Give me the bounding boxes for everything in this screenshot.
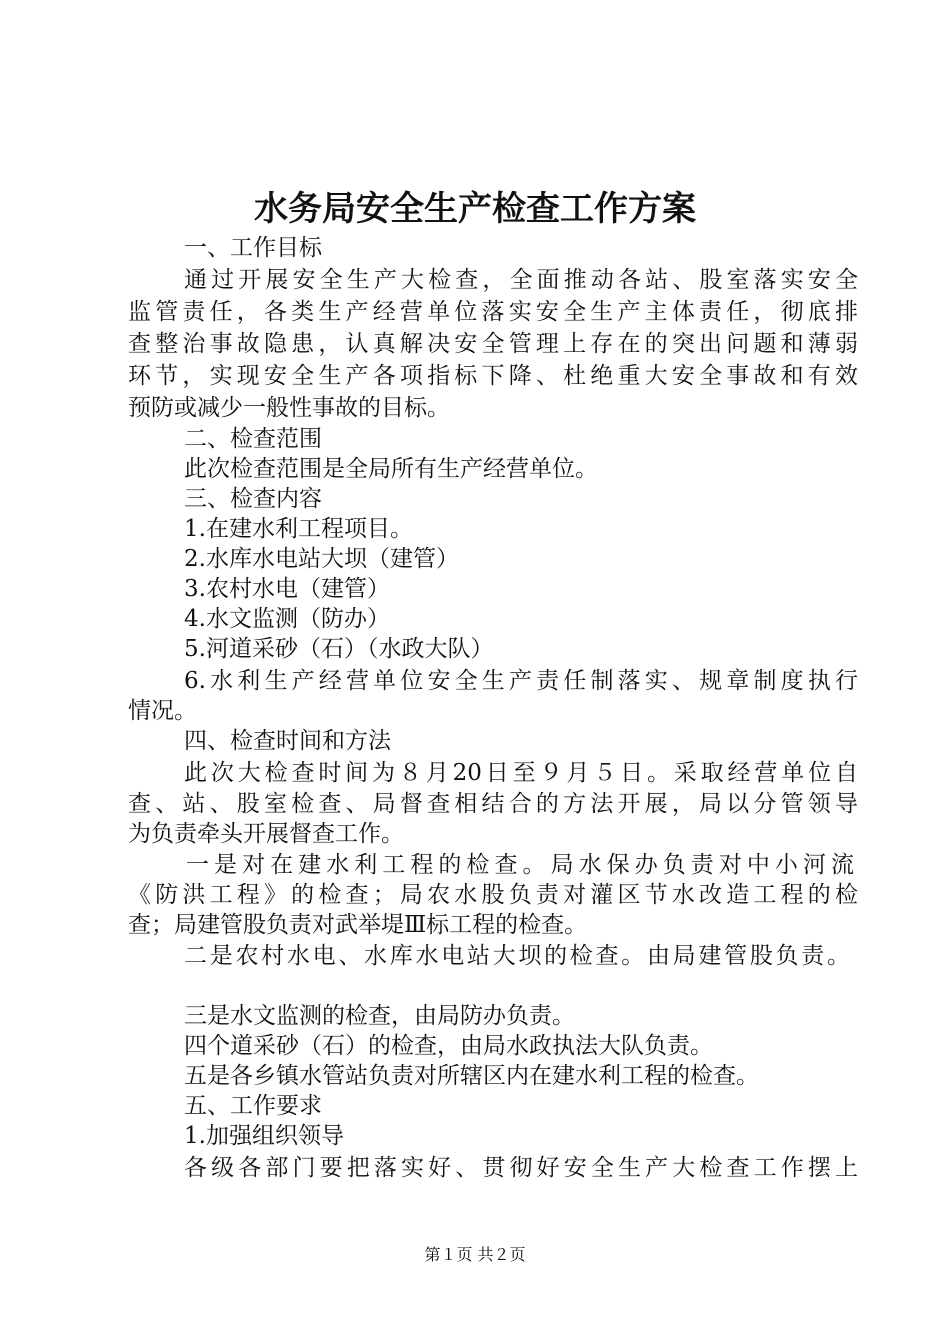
paragraph-line: 为负责牵头开展督查工作。 bbox=[128, 821, 404, 847]
list-item: 6.水利生产经营单位安全生产责任制落实、规章制度执行 bbox=[184, 668, 858, 694]
page-number-footer: 第１页 共２页 bbox=[424, 1245, 526, 1264]
list-item: 1.加强组织领导 bbox=[184, 1123, 344, 1149]
paragraph-line: 各级各部门要把落实好、贯彻好安全生产大检查工作摆上 bbox=[184, 1155, 858, 1181]
paragraph-line: 此次大检查时间为８月20日至９月５日。采取经营单位自 bbox=[184, 760, 858, 786]
paragraph-line: 预防或减少一般性事故的目标。 bbox=[128, 395, 450, 421]
paragraph-line: 《防洪工程》的检查；局农水股负责对灌区节水改造工程的检 bbox=[128, 882, 858, 908]
list-item: 4.水文监测（防办） bbox=[184, 606, 390, 632]
paragraph-line: 一是对在建水利工程的检查。局水保办负责对中小河流 bbox=[186, 852, 854, 878]
heading-work-goal: 一、工作目标 bbox=[184, 235, 322, 261]
heading-time-and-method: 四、检查时间和方法 bbox=[184, 728, 391, 754]
paragraph-line: 查；局建管股负责对武举堤Ⅲ标工程的检查。 bbox=[128, 912, 588, 938]
list-item: 1.在建水利工程项目。 bbox=[184, 516, 413, 542]
heading-inspection-scope: 二、检查范围 bbox=[184, 426, 322, 452]
list-item: 3.农村水电（建管） bbox=[184, 576, 390, 602]
list-item: 2.水库水电站大坝（建管） bbox=[184, 546, 459, 572]
paragraph-line: 环节，实现安全生产各项指标下降、杜绝重大安全事故和有效 bbox=[128, 363, 858, 389]
document-title: 水务局安全生产检查工作方案 bbox=[254, 189, 696, 229]
list-item: 5.河道采砂（石）（水政大队） bbox=[184, 636, 494, 662]
heading-work-requirements: 五、工作要求 bbox=[184, 1093, 322, 1119]
list-item-continuation: 情况。 bbox=[128, 698, 197, 724]
paragraph-line: 通过开展安全生产大检查，全面推动各站、股室落实安全 bbox=[184, 267, 858, 293]
paragraph-line: 查、站、股室检查、局督查相结合的方法开展，局以分管领导 bbox=[128, 791, 858, 817]
paragraph-line: 三是水文监测的检查，由局防办负责。 bbox=[184, 1003, 575, 1029]
paragraph-line: 查整治事故隐患，认真解决安全管理上存在的突出问题和薄弱 bbox=[128, 331, 858, 357]
paragraph-line: 此次检查范围是全局所有生产经营单位。 bbox=[184, 456, 598, 482]
heading-inspection-content: 三、检查内容 bbox=[184, 486, 322, 512]
paragraph-line: 四个道采砂（石）的检查，由局水政执法大队负责。 bbox=[184, 1033, 713, 1059]
paragraph-line: 五是各乡镇水管站负责对所辖区内在建水利工程的检查。 bbox=[184, 1063, 759, 1089]
paragraph-line: 二是农村水电、水库水电站大坝的检查。由局建管股负责。 bbox=[184, 943, 850, 969]
paragraph-line: 监管责任，各类生产经营单位落实安全生产主体责任，彻底排 bbox=[128, 299, 858, 325]
